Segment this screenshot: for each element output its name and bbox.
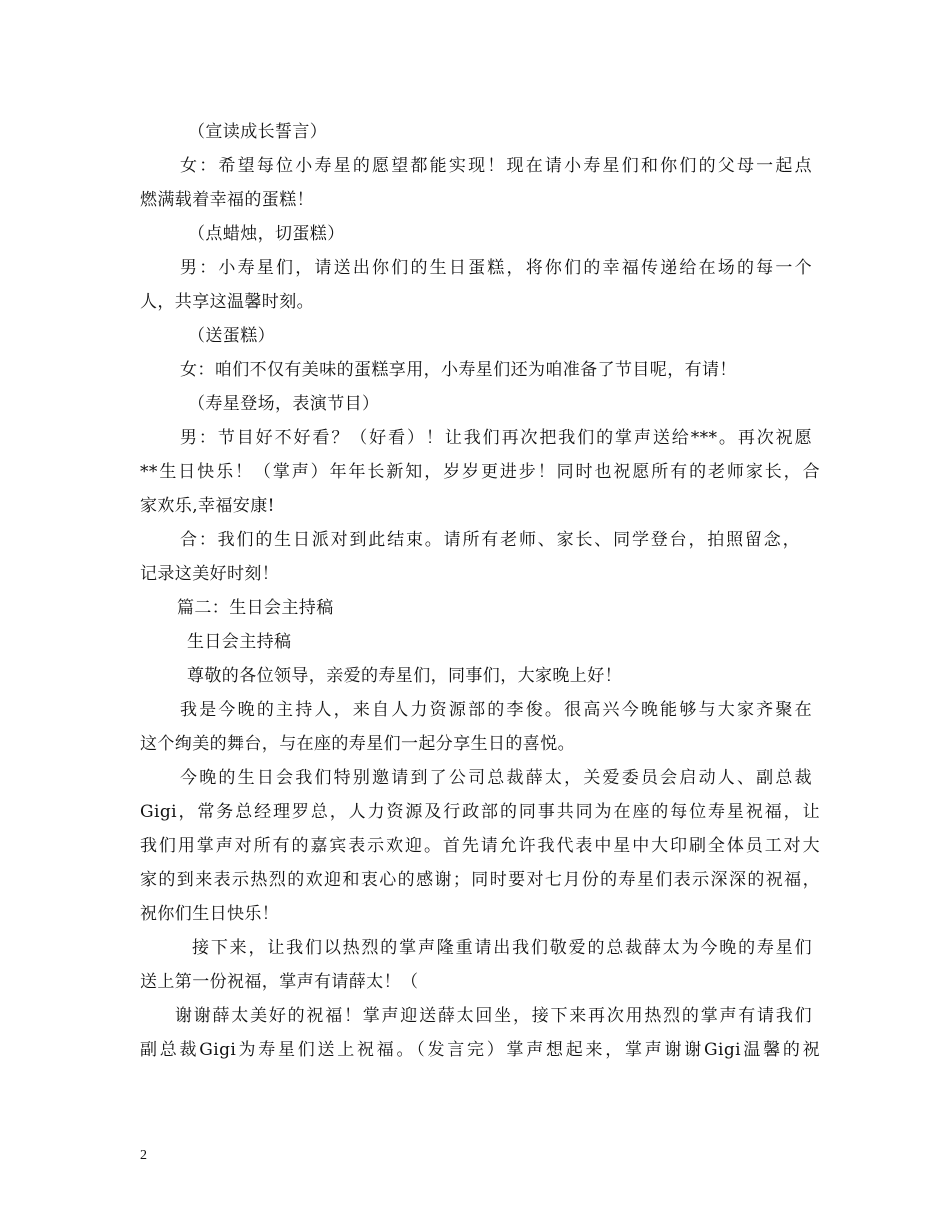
text-line: 这个绚美的舞台，与在座的寿星们一起分享生日的喜悦。 — [140, 734, 575, 754]
text-line: 我是今晚的主持人，来自人力资源部的李俊。很高兴今晚能够与大家齐聚在 — [180, 700, 812, 720]
text-line: Gigi，常务总经理罗总，人力资源及行政部的同事共同为在座的每位寿星祝福，让 — [140, 802, 820, 822]
text-line: 我们用掌声对所有的嘉宾表示欢迎。首先请允许我代表中星中大印刷全体员工对大 — [140, 836, 820, 856]
text-line: 副总裁Gigi为寿星们送上祝福。（发言完）掌声想起来，掌声谢谢Gigi温馨的祝 — [140, 1040, 820, 1060]
text-line: 家欢乐,幸福安康! — [140, 496, 275, 516]
text-line: （送蛋糕） — [188, 326, 275, 346]
text-line: 男：节目好不好看？（好看）！让我们再次把我们的掌声送给***。再次祝愿 — [180, 428, 812, 448]
text-line: 女：希望每位小寿星的愿望都能实现！现在请小寿星们和你们的父母一起点 — [180, 156, 812, 176]
text-line: 家的到来表示热烈的欢迎和衷心的感谢；同时要对七月份的寿星们表示深深的祝福， — [140, 870, 820, 890]
text-line: 燃满载着幸福的蛋糕！ — [140, 190, 314, 210]
text-line: 男：小寿星们，请送出你们的生日蛋糕，将你们的幸福传递给在场的每一个 — [180, 258, 812, 278]
section-heading: 篇二：生日会主持稿 — [177, 598, 334, 618]
text-line: 记录这美好时刻！ — [140, 564, 280, 584]
text-line: 今晚的生日会我们特别邀请到了公司总裁薛太，关爱委员会启动人、副总裁 — [180, 768, 812, 788]
text-line: 人，共享这温馨时刻。 — [140, 292, 314, 312]
text-line: （点蜡烛，切蛋糕） — [188, 224, 345, 244]
text-line: 谢谢薛太美好的祝福！掌声迎送薛太回坐，接下来再次用热烈的掌声有请我们 — [175, 1006, 812, 1026]
text-line: 送上第一份祝福，掌声有请薛太！（ — [140, 972, 419, 992]
text-line: 女：咱们不仅有美味的蛋糕享用，小寿星们还为咱准备了节目呢，有请！ — [180, 360, 737, 380]
text-line: （宣读成长誓言） — [188, 122, 328, 142]
section-title: 生日会主持稿 — [187, 632, 292, 652]
text-line: 接下来，让我们以热烈的掌声隆重请出我们敬爱的总裁薛太为今晚的寿星们 — [192, 938, 812, 958]
text-line: 尊敬的各位领导，亲爱的寿星们，同事们，大家晚上好！ — [187, 666, 622, 686]
text-line: 合：我们的生日派对到此结束。请所有老师、家长、同学登台，拍照留念， — [180, 530, 800, 550]
text-line: （寿星登场，表演节目） — [188, 394, 380, 414]
text-line: **生日快乐！（掌声）年年长新知，岁岁更进步！同时也祝愿所有的老师家长，合 — [140, 462, 820, 482]
text-line: 祝你们生日快乐！ — [140, 904, 280, 924]
page-number: 2 — [140, 1148, 147, 1163]
